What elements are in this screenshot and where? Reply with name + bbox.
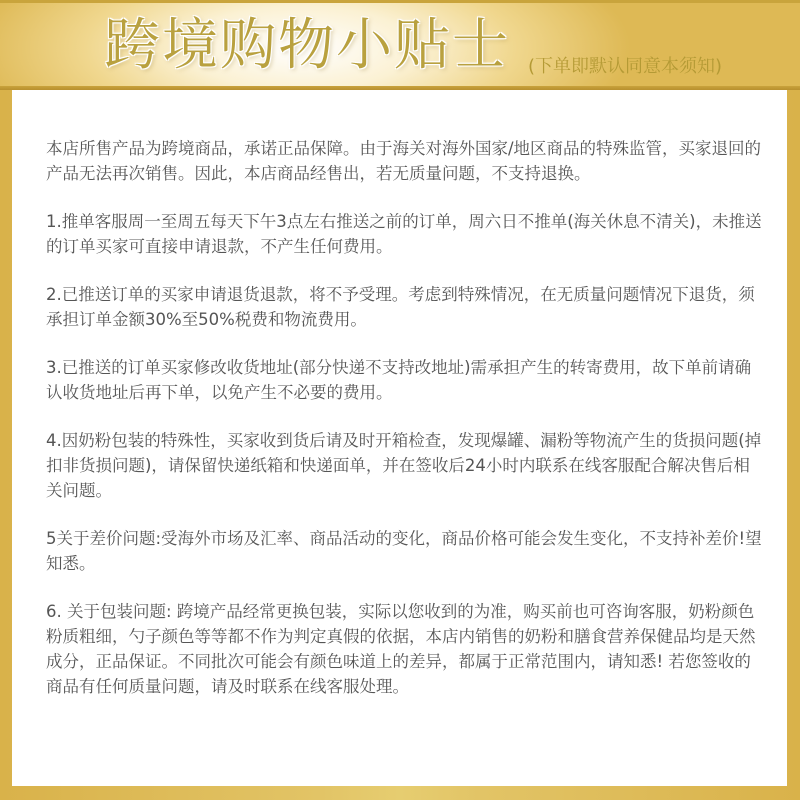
notice-item-4: 4.因奶粉包装的特殊性，买家收到货后请及时开箱检查，发现爆罐、漏粉等物流产生的货损问题(掉扣非货损问题)，请保留快递纸箱和快递面单，并在签收后24小时内联系在线客服配合解决售后相关问题。 xyxy=(46,431,762,500)
notice-item-1: 1.推单客服周一至周五每天下午3点左右推送之前的订单，周六日不推单(海关休息不清关)，未推送的订单买家可直接申请退款，不产生任何费用。 xyxy=(46,212,762,256)
notice-item-5: 5关于差价问题:受海外市场及汇率、商品活动的变化，商品价格可能会发生变化，不支持补差价!望知悉。 xyxy=(46,529,762,573)
notice-body xyxy=(46,136,766,722)
page-title: 跨境购物小贴士 xyxy=(104,13,510,78)
notice-item-6: 6. 关于包装问题: 跨境产品经常更换包装，实际以您收到的为准，购买前也可咨询客服，奶粉颜色粉质粗细，勺子颜色等等都不作为判定真假的依据，本店内销售的奶粉和膳食营养保健品均是天然成分，正品保证。不同批次可能会有颜色味道上的差异，都属于正常范围内，请知悉! 若您签收的商品有任何质量问题，请及时联系在线客服处理。 xyxy=(46,602,756,696)
notice-item-2: 2.已推送订单的买家申请退货退款，将不予受理。考虑到特殊情况，在无质量问题情况下退货，须承担订单金额30%至50%税费和物流费用。 xyxy=(46,285,755,329)
notice-item-3: 3.已推送的订单买家修改收货地址(部分快递不支持改地址)需承担产生的转寄费用，故下单前请确认收货地址后再下单，以免产生不必要的费用。 xyxy=(46,358,752,402)
page-subtitle: (下单即默认同意本须知) xyxy=(528,56,723,77)
header-banner xyxy=(0,0,800,88)
notice-intro: 本店所售产品为跨境商品，承诺正品保障。由于海关对海外国家/地区商品的特殊监管，买家退回的产品无法再次销售。因此，本店商品经售出，若无质量问题，不支持退换。 xyxy=(46,139,762,183)
